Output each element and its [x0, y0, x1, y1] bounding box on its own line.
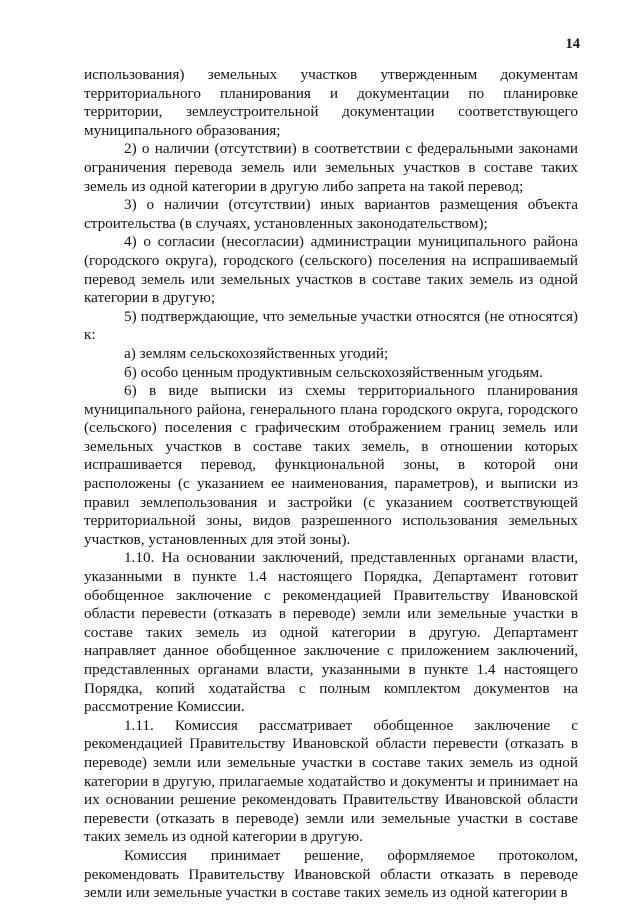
paragraph-item-6: 6) в виде выписки из схемы территориального планирования муниципального района, генерального плана городского округа, городского (сельского) поселения с графическим отображением границ земель или земельных участков в составе таких земель, в отношении которых испрашивается перевод, функциональной зоны, в которой они расположены (с указанием ее наименования, параметров), и выписки из правил землепользования и застройки (с указанием соответствующей территориальной зоны, видов разрешенного использования земельных участков, установленных для этой зоны). — [84, 382, 578, 548]
paragraph-usage-continuation: использования) земельных участков утвержденным документам территориального планирования и документации по планировке территории, землеустроительной документации соответствующего муниципального образования; — [84, 66, 578, 139]
paragraph-item-3: 3) о наличии (отсутствии) иных вариантов размещения объекта строительства (в случаях, установленных законодательством); — [84, 196, 578, 232]
paragraph-clause-1-11: 1.11. Комиссия рассматривает обобщенное заключение с рекомендацией Правительству Ивановской области перевести (отказать в переводе) земли или земельные участки в составе таких земель из одной категории в другую, прилагаемые ходатайство и документы и принимает на их основании решение рекомендовать Правительству Ивановской области перевести (отказать в переводе) земли или земельные участки в составе таких земель из одной категории в другую. — [84, 716, 578, 846]
paragraph-subitem-b: б) особо ценным продуктивным сельскохозяйственным угодьям. — [124, 363, 543, 381]
page-number: 14 — [565, 36, 580, 52]
paragraph-item-2: 2) о наличии (отсутствии) в соответствии с федеральными законами ограничения перевода земель или земельных участков в составе таких земель из одной категории в другую либо запрета на такой перевод; — [84, 140, 578, 195]
paragraph-item-4: 4) о согласии (несогласии) администрации муниципального района (городского округа), городского (сельского) поселения на испрашиваемый перевод земель или земельных участков в составе таких земель из одной категории в другую; — [84, 233, 578, 307]
document-body — [84, 66, 578, 903]
paragraph-subitem-a: а) землям сельскохозяйственных угодий; — [124, 344, 389, 362]
paragraph-commission-decision: Комиссия принимает решение, оформляемое протоколом, рекомендовать Правительству Ивановской области отказать в переводе земли или земельные участки в составе таких земель из одной категории в — [84, 846, 578, 902]
paragraph-clause-1-10: 1.10. На основании заключений, представленных органами власти, указанными в пункте 1.4 настоящего Порядка, Департамент готовит обобщенное заключение с рекомендацией Правительству Ивановской области перевести (отказать в переводе) земли или земельные участки в составе таких земель из одной категории в другую. Департамент направляет данное обобщенное заключение с приложением заключений, представленных органами власти, указанными в пункте 1.4 настоящего Порядка, копий ходатайства с полным комплектом документов на рассмотрение Комиссии. — [84, 549, 578, 716]
paragraph-item-5: 5) подтверждающие, что земельные участки относятся (не относятся) к: — [84, 307, 578, 344]
